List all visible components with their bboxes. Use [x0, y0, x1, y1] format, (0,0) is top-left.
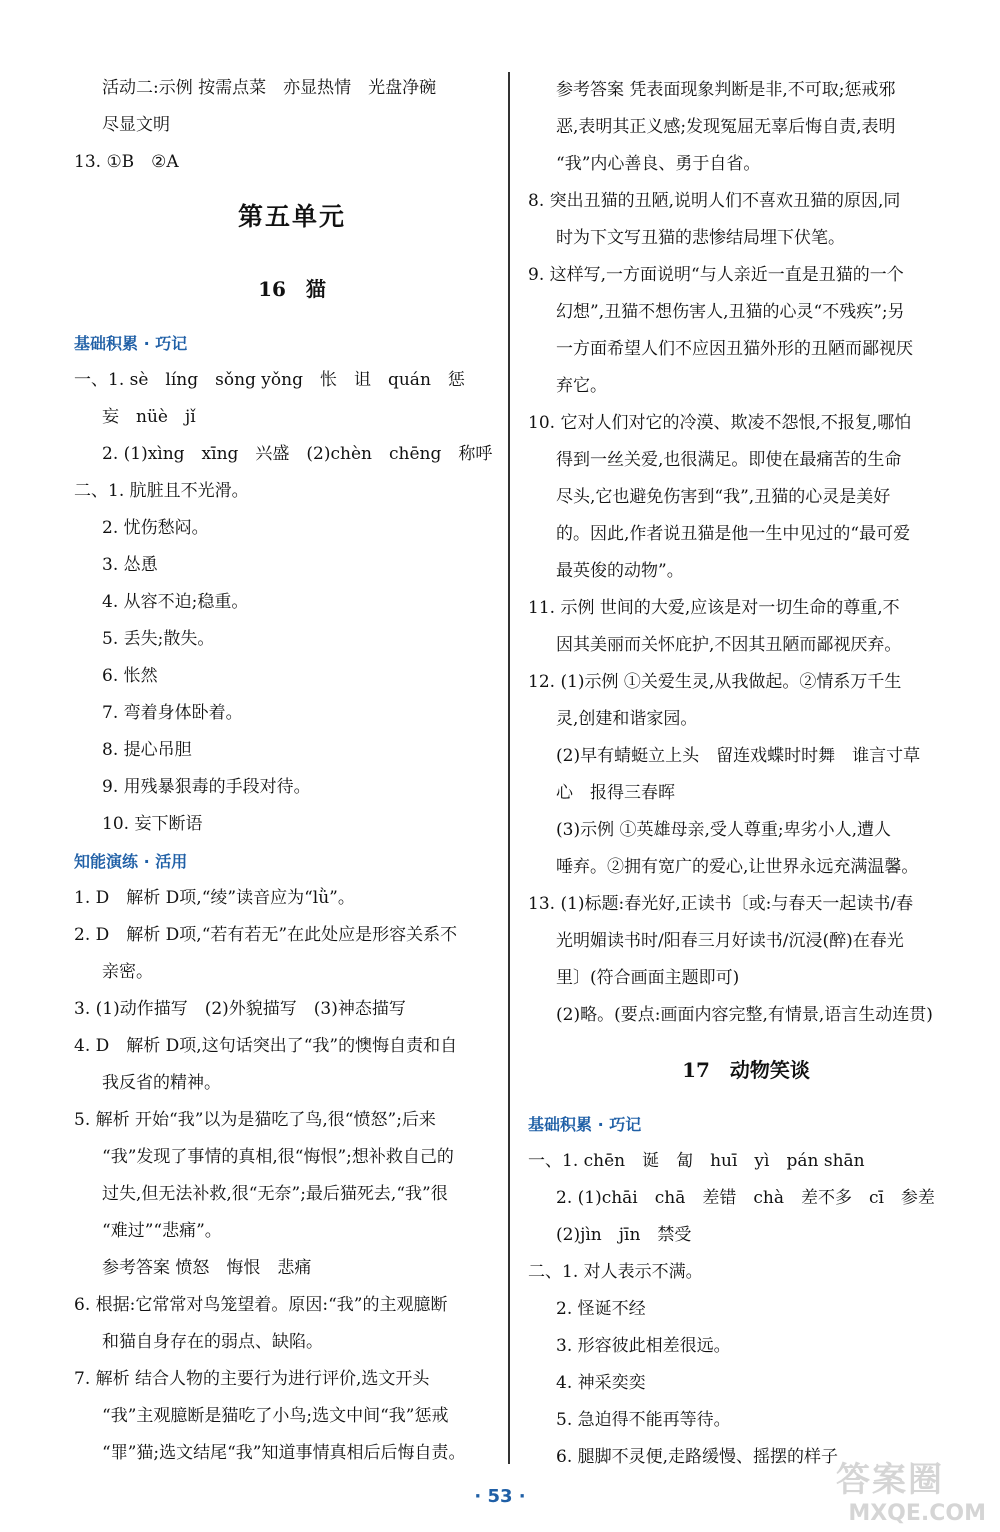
watermark-logo	[836, 1452, 986, 1526]
answer-line: 9. 这样写,一方面说明“与人亲近一直是丑猫的一个	[528, 265, 904, 285]
answer-line: 过失,但无法补救,很“无奈”;最后猫死去,“我”很	[102, 1184, 448, 1204]
answer-line: 1. D 解析 D项,“绫”读音应为“lǜ”。	[74, 888, 355, 908]
answer-line: 恶,表明其正义感;发现冤屈无辜后悔自责,表明	[556, 117, 896, 137]
answer-line: 唾弃。②拥有宽广的爱心,让世界永远充满温馨。	[556, 857, 919, 877]
answer-line: 2. 怪诞不经	[556, 1299, 646, 1319]
answer-line: 13. ①B ②A	[74, 152, 179, 172]
watermark-top: 答案圈	[836, 1460, 944, 1500]
answer-line: 一、1. chēn 诞 匐 huī yì pán shān	[528, 1151, 865, 1171]
answer-line: 里〕(符合画面主题即可)	[556, 968, 740, 988]
answer-line: 5. 急迫得不能再等待。	[556, 1410, 731, 1430]
unit-heading: 第五单元	[237, 202, 346, 231]
answer-line: 7. 弯着身体卧着。	[102, 703, 243, 723]
answer-line: 时为下文写丑猫的悲惨结局埋下伏笔。	[556, 228, 845, 248]
answer-line: 6. 怅然	[102, 666, 158, 686]
answer-line: 最英俊的动物”。	[556, 561, 684, 581]
answer-line: “我”发现了事情的真相,很“悔恨”;想补救自己的	[102, 1147, 454, 1167]
answer-line: 我反省的精神。	[102, 1073, 221, 1093]
answer-line: 光明媚读书时/阳春三月好读书/沉浸(醉)在春光	[556, 931, 904, 951]
answer-line: 2. 忧伤愁闷。	[102, 518, 209, 538]
lesson-title: 17 动物笑谈	[682, 1058, 810, 1082]
answer-line: 7. 解析 结合人物的主要行为进行评价,选文开头	[74, 1369, 430, 1389]
answer-line: (2)略。(要点:画面内容完整,有情景,语言生动连贯)	[556, 1005, 933, 1025]
answer-line: “难过”“悲痛”。	[102, 1221, 222, 1241]
answer-line: 尽显文明	[102, 115, 170, 135]
answer-line: 9. 用残暴狠毒的手段对待。	[102, 777, 311, 797]
section-tag: 知能演练 · 活用	[74, 852, 188, 871]
answer-line: 12. (1)示例 ①关爱生灵,从我做起。②情系万千生	[528, 672, 902, 692]
answer-line: 弃它。	[556, 376, 607, 396]
answer-line: 8. 提心吊胆	[102, 740, 192, 760]
right-column	[528, 72, 964, 1476]
answer-line: 5. 丢失;散失。	[102, 629, 215, 649]
answer-line: 灵,创建和谐家园。	[556, 709, 698, 729]
answer-line: (2)jìn jīn 禁受	[556, 1225, 692, 1245]
answer-line: 6. 腿脚不灵便,走路缓慢、摇摆的样子	[556, 1447, 839, 1467]
answer-line: 11. 示例 世间的大爱,应该是对一切生命的尊重,不	[528, 598, 900, 618]
page-number: · 53 ·	[474, 1486, 526, 1507]
answer-line: 活动二:示例 按需点菜 亦显热情 光盘净碗	[102, 78, 437, 98]
answer-line: 13. (1)标题:春光好,正读书〔或:与春天一起读书/春	[528, 894, 914, 914]
answer-line: (2)早有蜻蜓立上头 留连戏蝶时时舞 谁言寸草	[556, 746, 921, 766]
answer-line: 5. 解析 开始“我”以为是猫吃了鸟,很“愤怒”;后来	[74, 1110, 436, 1130]
answer-line: 参考答案 凭表面现象判断是非,不可取;惩戒邪	[556, 80, 896, 100]
answer-line: 一方面希望人们不应因丑猫外形的丑陋而鄙视厌	[556, 339, 913, 359]
answer-line: 的。因此,作者说丑猫是他一生中见过的“最可爱	[556, 524, 911, 544]
answer-line: 2. D 解析 D项,“若有若无”在此处应是形容关系不	[74, 925, 458, 945]
answer-line: 3. (1)动作描写 (2)外貌描写 (3)神态描写	[74, 999, 406, 1019]
answer-line: 2. (1)xìng xīng 兴盛 (2)chèn chēng 称呼	[102, 444, 493, 464]
answer-line: 参考答案 愤怒 悔恨 悲痛	[102, 1258, 312, 1278]
answer-line: 二、1. 对人表示不满。	[528, 1262, 703, 1282]
answer-line: “我”主观臆断是猫吃了小鸟;选文中间“我”惩戒	[102, 1406, 449, 1426]
answer-line: “我”内心善良、勇于自省。	[556, 154, 761, 174]
answer-line: 4. D 解析 D项,这句话突出了“我”的懊悔自责和自	[74, 1036, 458, 1056]
section-tag: 基础积累 · 巧记	[528, 1115, 642, 1134]
answer-line: 妄 nüè jǐ	[102, 407, 196, 427]
watermark-bottom: MXQE.COM	[848, 1501, 986, 1526]
answer-line: 幻想”,丑猫不想伤害人,丑猫的心灵“不残疾”;另	[556, 302, 905, 322]
answer-line: 二、1. 肮脏且不光滑。	[74, 481, 249, 501]
answer-line: 4. 神采奕奕	[556, 1373, 646, 1393]
answer-line: 亲密。	[102, 962, 153, 982]
answer-line: 10. 它对人们对它的冷漠、欺凌不怨恨,不报复,哪怕	[528, 413, 912, 433]
answer-line: 因其美丽而关怀庇护,不因其丑陋而鄙视厌弃。	[556, 635, 902, 655]
answer-line: “罪”猫;选文结尾“我”知道事情真相后后悔自责。	[102, 1443, 466, 1463]
answer-line: 3. 形容彼此相差很远。	[556, 1336, 731, 1356]
answer-line: 4. 从容不迫;稳重。	[102, 592, 249, 612]
section-tag: 基础积累 · 巧记	[74, 334, 188, 353]
answer-line: 8. 突出丑猫的丑陋,说明人们不喜欢丑猫的原因,同	[528, 191, 901, 211]
answer-line: 一、1. sè líng sǒng yǒng 怅 诅 quán 惩	[74, 370, 465, 390]
answer-line: (3)示例 ①英雄母亲,受人尊重;卑劣小人,遭人	[556, 820, 892, 840]
answer-line: 和猫自身存在的弱点、缺陷。	[102, 1332, 323, 1352]
answer-line: 6. 根据:它常常对鸟笼望着。原因:“我”的主观臆断	[74, 1295, 448, 1315]
answer-line: 3. 怂恿	[102, 555, 158, 575]
column-divider	[508, 72, 510, 1464]
answer-line: 心 报得三春晖	[556, 783, 675, 803]
answer-line: 得到一丝关爱,也很满足。即使在最痛苦的生命	[556, 450, 902, 470]
answer-line: 尽头,它也避免伤害到“我”,丑猫的心灵是美好	[556, 487, 891, 507]
left-column	[74, 70, 510, 1472]
lesson-title: 16 猫	[258, 277, 326, 301]
answer-line: 10. 妄下断语	[102, 814, 203, 834]
answer-line: 2. (1)chāi chā 差错 chà 差不多 cī 参差	[556, 1188, 935, 1208]
